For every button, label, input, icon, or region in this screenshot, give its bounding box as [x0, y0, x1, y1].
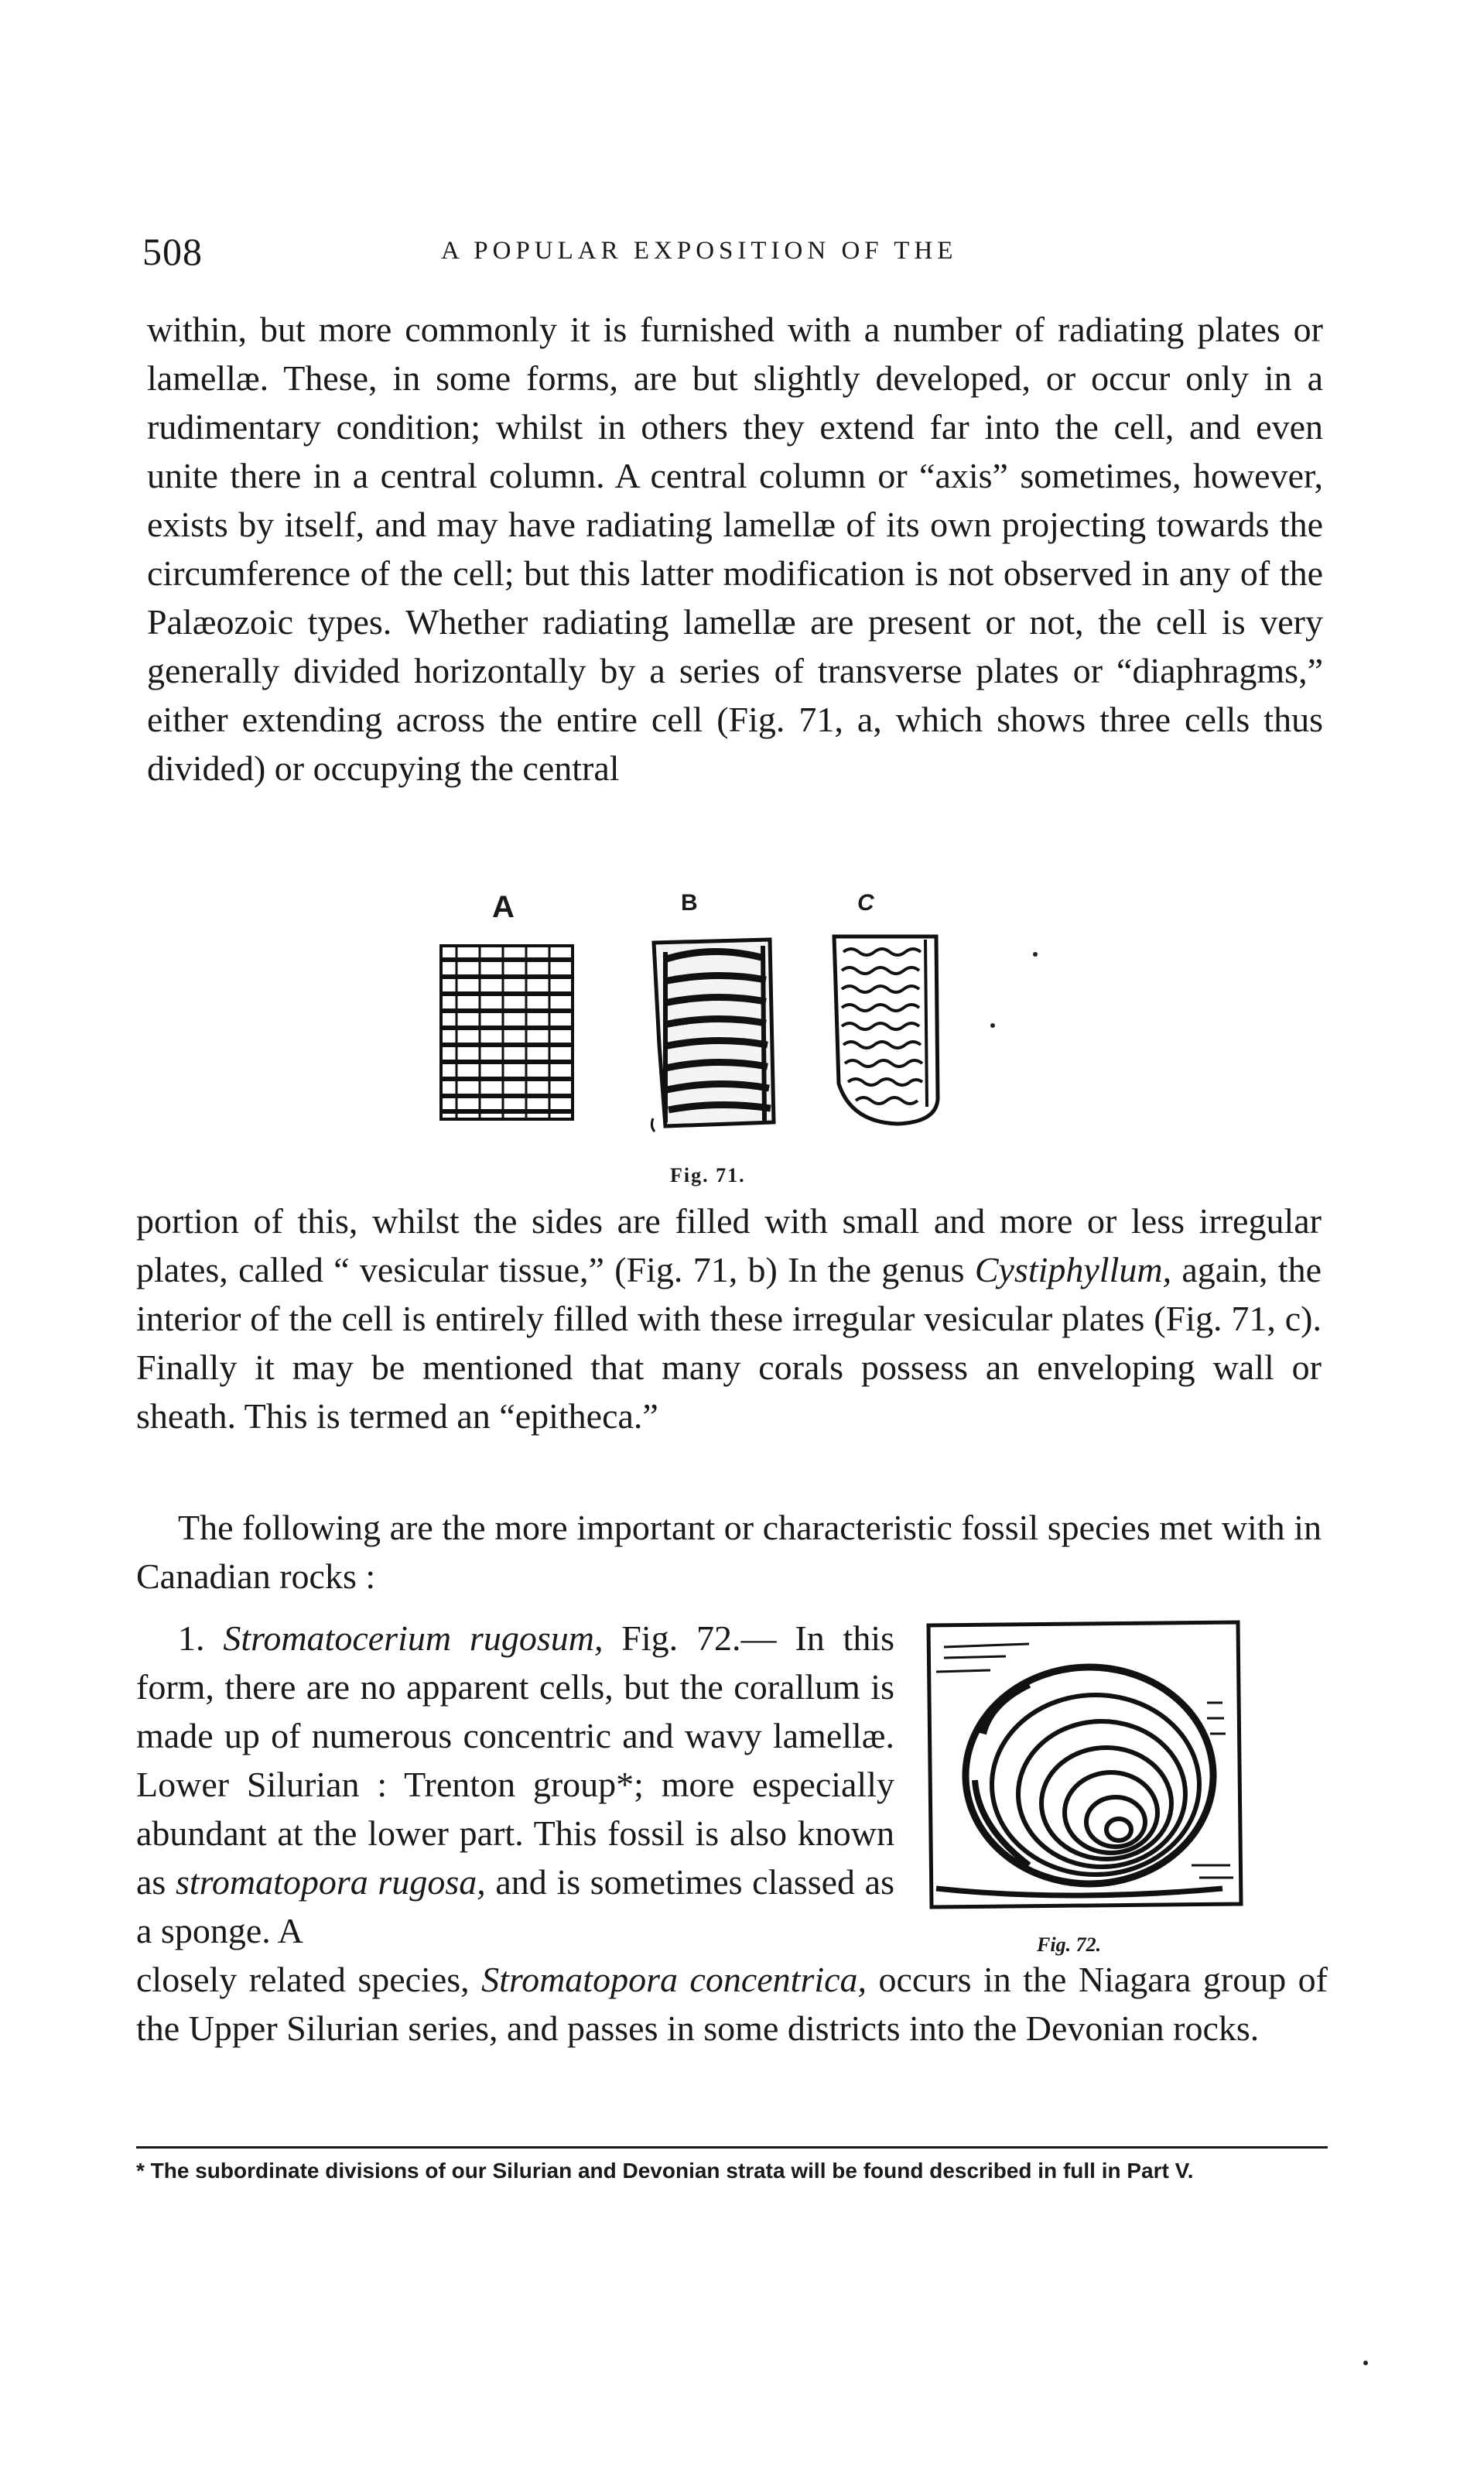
paragraph-text: The following are the more important or characteristic fossil species met with in Canadian rocks :	[136, 1508, 1322, 1596]
figure-71-label-a: A	[492, 890, 515, 924]
cell-b-vesicular	[651, 940, 774, 1132]
figure-71-drawing	[433, 890, 1052, 1184]
paragraph-text	[136, 1197, 1322, 1440]
print-speck	[990, 1023, 995, 1028]
paragraph-vesicular-tissue	[136, 1197, 1322, 1440]
species-name: Stromatocerium rugosum,	[223, 1618, 604, 1658]
paragraph-text	[136, 1955, 1328, 2053]
footnote: * The subordinate divisions of our Silurian and Devonian strata will be found described in full in Part V.	[136, 2159, 1194, 2183]
text-run: closely related species,	[136, 1960, 482, 1999]
paragraph-text	[136, 1614, 894, 1955]
list-number: 1.	[178, 1618, 224, 1658]
paragraph-cell-structure	[147, 305, 1323, 793]
paragraph-stromatocerium	[136, 1614, 894, 1955]
text-run: portion of this, whilst the sides are filled with small and more or less irregular plates, called “ vesicular tissue,” (Fig. 71, b) In the genus	[136, 1201, 1322, 1289]
footnote-divider	[136, 2146, 1328, 2149]
text-run: occurs in the Niagara group of the Upper Silurian series, and passes in some districts into the Devonian rocks.	[136, 1960, 1328, 2048]
running-head: A POPULAR EXPOSITION OF THE	[441, 237, 958, 265]
cell-c-vesicular	[834, 937, 938, 1124]
page-header	[136, 229, 1328, 283]
figure-72-caption: Fig. 72.	[1037, 1933, 1102, 1956]
figure-72-drawing	[913, 1610, 1253, 1919]
print-speck	[1363, 2361, 1368, 2365]
text-run: Fig. 72.— In this form, there are no apparent cells, but the corallum is made up of numerous concentric and wavy lamellæ. Lower Silurian : Trenton group*; more especially abundant at the lower part. This fossil is also known as	[136, 1618, 895, 1902]
cell-a-diaphragms	[441, 946, 573, 1119]
figure-71-caption: Fig. 71.	[670, 1164, 746, 1186]
text-run: and is sometimes classed as a sponge. A	[136, 1862, 894, 1950]
figure-71-label-c: C	[857, 890, 874, 916]
paragraph-text: within, but more commonly it is furnished with a number of radiating plates or lamellæ. These, in some forms, are but slightly developed, or occur only in a rudimentary condition; whilst in others they extend far into the cell, and even unite there in a central column. A central column or “axis” sometimes, however, exists by itself, and may have radiating lamellæ of its own projecting towards the circumference of the cell; but this latter modification is not observed in any of the Palæozoic types. Whether radiating lamellæ are present or not, the cell is very generally divided horizontally by a series of transverse plates or “diaphragms,” either extending across the entire cell (Fig. 71, a, which shows three cells thus divided) or occupying the central	[147, 310, 1323, 788]
page-number: 508	[142, 230, 203, 273]
figure-71-label-b: B	[681, 890, 698, 916]
figure-71	[433, 890, 1052, 1184]
print-speck	[1033, 952, 1038, 957]
figure-72	[913, 1610, 1253, 1919]
species-name: Stromatopora concentrica,	[481, 1960, 867, 1999]
genus-name: Cystiphyllum,	[974, 1250, 1172, 1289]
text-run: again, the interior of the cell is entirely filled with these irregular vesicular plates (Fig. 71, c). Finally it may be mentioned that many corals possess an enveloping wall or sheath. This is termed an “epitheca.”	[136, 1250, 1322, 1436]
species-alias: stromatopora rugosa,	[175, 1862, 486, 1902]
paragraph-species-intro	[136, 1503, 1322, 1601]
paragraph-stromatopora-concentrica	[136, 1955, 1328, 2053]
